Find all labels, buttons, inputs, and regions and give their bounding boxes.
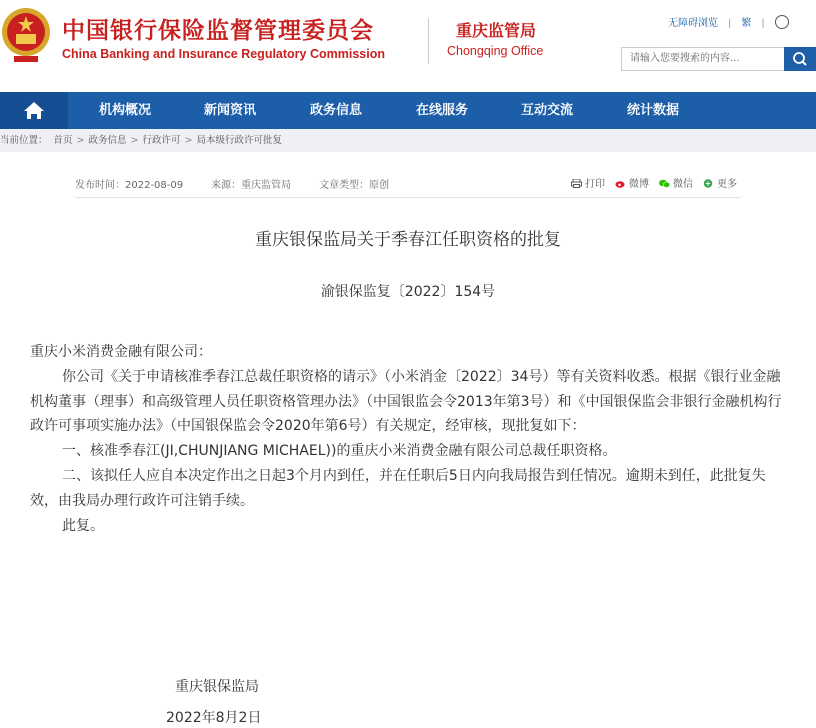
wechat-icon [659, 179, 670, 188]
accessible-browse-link[interactable]: 无障碍浏览 [668, 18, 718, 29]
breadcrumb-home[interactable]: 首页 [53, 135, 73, 146]
article-body [30, 340, 792, 538]
signature-date: 2022年8月2日 [166, 710, 262, 726]
office-name-en[interactable]: Chongqing Office [447, 44, 544, 58]
search-button[interactable] [784, 47, 816, 71]
top-links [668, 14, 789, 30]
national-emblem-icon [0, 4, 52, 66]
search-input[interactable]: 请输入您要搜索的内容... [621, 47, 784, 71]
globe-icon[interactable] [775, 15, 789, 29]
weibo-share-button[interactable] [615, 175, 649, 190]
weibo-label: 微博 [629, 179, 649, 190]
print-label: 打印 [585, 179, 605, 190]
nav-item-gov-info[interactable]: 政务信息 [310, 103, 363, 118]
wechat-share-button[interactable] [659, 175, 693, 190]
meta-divider [75, 197, 741, 198]
link-separator: | [728, 18, 732, 29]
breadcrumb-admin-license[interactable]: 行政许可 [142, 135, 181, 146]
nav-item-news[interactable]: 新闻资讯 [204, 103, 257, 118]
breadcrumb [0, 129, 816, 152]
article-type: 文章类型：原创 [319, 180, 390, 191]
nav-item-about[interactable]: 机构概况 [99, 103, 152, 118]
weibo-icon [615, 179, 626, 188]
paragraph-3: 二、该拟任人应自本决定作出之日起3个月内到任，并在任职后5日内向我局报告到任情况。逾期未到任，此批复失效，由我局办理行政许可注销手续。 [30, 467, 766, 509]
wechat-label: 微信 [673, 179, 693, 190]
nav-item-interaction[interactable]: 互动交流 [521, 103, 574, 118]
header-divider [428, 18, 429, 64]
paragraph-1: 你公司《关于申请核准季春江总裁任职资格的请示》（小米消金〔2022〕34号）等有关资料收悉。根据《银行业金融机构董事（理事）和高级管理人员任职资格管理办法》（中国银监会令2013年第3号）和《中国银保监会非银行金融机构行政许可事项实施办法》（中国银保监会令2020年第6号）有关规定，经审核，现批复如下： [30, 368, 782, 435]
nav-item-statistics[interactable]: 统计数据 [627, 103, 680, 118]
more-share-button[interactable] [703, 175, 737, 190]
more-label: 更多 [717, 179, 737, 190]
site-header [0, 0, 816, 92]
breadcrumb-separator: > [130, 135, 139, 146]
publish-date: 发布时间：2022-08-09 [75, 180, 184, 191]
breadcrumb-separator: > [76, 135, 85, 146]
breadcrumb-label: 当前位置： [0, 135, 48, 146]
signature: 重庆银保监局 [175, 679, 259, 695]
salutation: 重庆小米消费金融有限公司： [30, 344, 212, 360]
printer-icon [571, 179, 582, 188]
breadcrumb-separator: > [184, 135, 193, 146]
search-icon [784, 47, 816, 71]
paragraph-4: 此复。 [62, 517, 104, 534]
article-title: 重庆银保监局关于季春江任职资格的批复 [255, 230, 561, 250]
org-name-en[interactable]: China Banking and Insurance Regulatory Commission [62, 47, 385, 61]
article-source: 来源：重庆监管局 [211, 180, 292, 191]
breadcrumb-gov-info[interactable]: 政务信息 [88, 135, 127, 146]
nav-item-online-service[interactable]: 在线服务 [416, 103, 469, 118]
main-nav [0, 92, 816, 129]
org-name-cn[interactable]: 中国银行保险监督管理委员会 [62, 18, 374, 44]
office-name-cn[interactable]: 重庆监管局 [456, 21, 537, 40]
article-meta [75, 176, 417, 191]
plus-circle-icon [703, 179, 714, 188]
paragraph-2: 一、核准季春江(JI,CHUNJIANG MICHAEL))的重庆小米消费金融有限公司总裁任职资格。 [62, 443, 617, 460]
home-icon [0, 92, 68, 129]
document-number: 渝银保监复〔2022〕154号 [320, 284, 496, 300]
share-bar [571, 175, 747, 190]
traditional-chinese-link[interactable]: 繁 [741, 18, 752, 29]
breadcrumb-current[interactable]: 局本级行政许可批复 [196, 135, 282, 146]
nav-home-button[interactable] [0, 92, 68, 129]
print-button[interactable] [571, 175, 605, 190]
link-separator: | [761, 18, 765, 29]
